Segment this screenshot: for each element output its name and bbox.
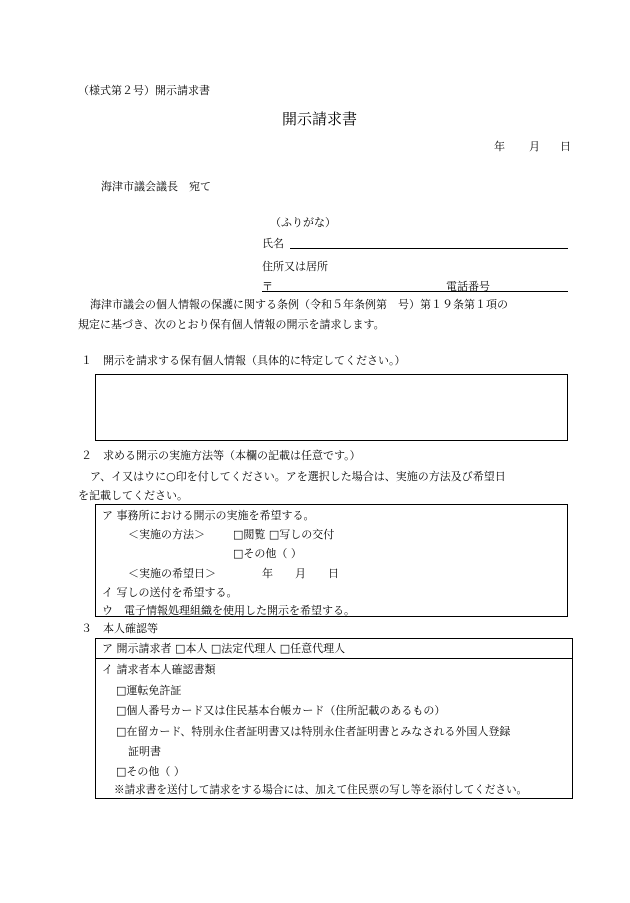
form-number-label: （様式第２号）開示請求書 [78, 84, 210, 97]
name-field[interactable] [290, 248, 568, 249]
id-documents-heading: イ 請求者本人確認書類 [102, 663, 216, 676]
option-a-office[interactable]: ア 事務所における開示の実施を希望する。 [102, 509, 315, 522]
phone-label: 電話番号 [446, 280, 490, 293]
postal-mark: 〒 [262, 280, 273, 293]
doc-residence-card[interactable]: □在留カード、特別永住者証明書又は特別永住者証明書とみなされる外国人登録 [116, 725, 511, 738]
date-month: 月 [529, 140, 540, 153]
disclosure-method-box [95, 504, 568, 617]
date-year: 年 [494, 140, 505, 153]
requester-type-row[interactable]: ア 開示請求者 □本人 □法定代理人 □任意代理人 [102, 642, 346, 655]
intro-line-2: 規定に基づき、次のとおり保有個人情報の開示を請求します。 [78, 318, 385, 331]
doc-drivers-license[interactable]: □運転免許証 [116, 684, 182, 697]
section2-heading: ２ 求める開示の実施方法等（本欄の記載は任意です。） [81, 449, 361, 462]
row-divider [96, 658, 572, 659]
identity-verification-box [95, 638, 573, 799]
date-day: 日 [560, 140, 571, 153]
method-label: ＜実施の方法＞ [128, 528, 205, 541]
section1-heading: １ 開示を請求する保有個人情報（具体的に特定してください。） [81, 354, 406, 367]
name-label: 氏名 [262, 237, 284, 250]
requested-info-box[interactable] [95, 374, 568, 441]
furigana-label: （ふりがな） [270, 216, 336, 229]
page-title: 開示請求書 [282, 110, 358, 128]
address-label: 住所又は居所 [262, 260, 328, 273]
section3-heading: ３ 本人確認等 [81, 622, 158, 635]
option-c-electronic[interactable]: ウ 電子情報処理組織を使用した開示を希望する。 [102, 604, 355, 617]
doc-mynumber-card[interactable]: □個人番号カード又は住民基本台帳カード（住所記載のあるもの） [116, 704, 446, 717]
mail-note: ※請求書を送付して請求をする場合には、加えて住民票の写し等を添付してください。 [114, 784, 528, 796]
address-field[interactable] [262, 291, 568, 292]
doc-residence-card-cont: 証明書 [128, 745, 161, 758]
doc-other[interactable]: □その他（ ） [116, 765, 185, 778]
option-b-mail[interactable]: イ 写しの送付を希望する。 [102, 586, 238, 599]
method-choices[interactable]: □閲覧 □写しの交付 [233, 528, 335, 541]
date-label: ＜実施の希望日＞ [128, 567, 216, 580]
desired-date[interactable]: 年 月 日 [262, 567, 339, 580]
section2-note-line-2: を記載してください。 [78, 489, 188, 502]
addressee: 海津市議会議長 宛て [101, 180, 211, 193]
method-other[interactable]: □その他（ ） [233, 547, 302, 560]
intro-line-1: 海津市議会の個人情報の保護に関する条例（令和５年条例第 号）第１９条第１項の [90, 298, 508, 311]
section2-note-line-1: ア、イ又はウに○印を付してください。アを選択した場合は、実施の方法及び希望日 [90, 470, 506, 483]
